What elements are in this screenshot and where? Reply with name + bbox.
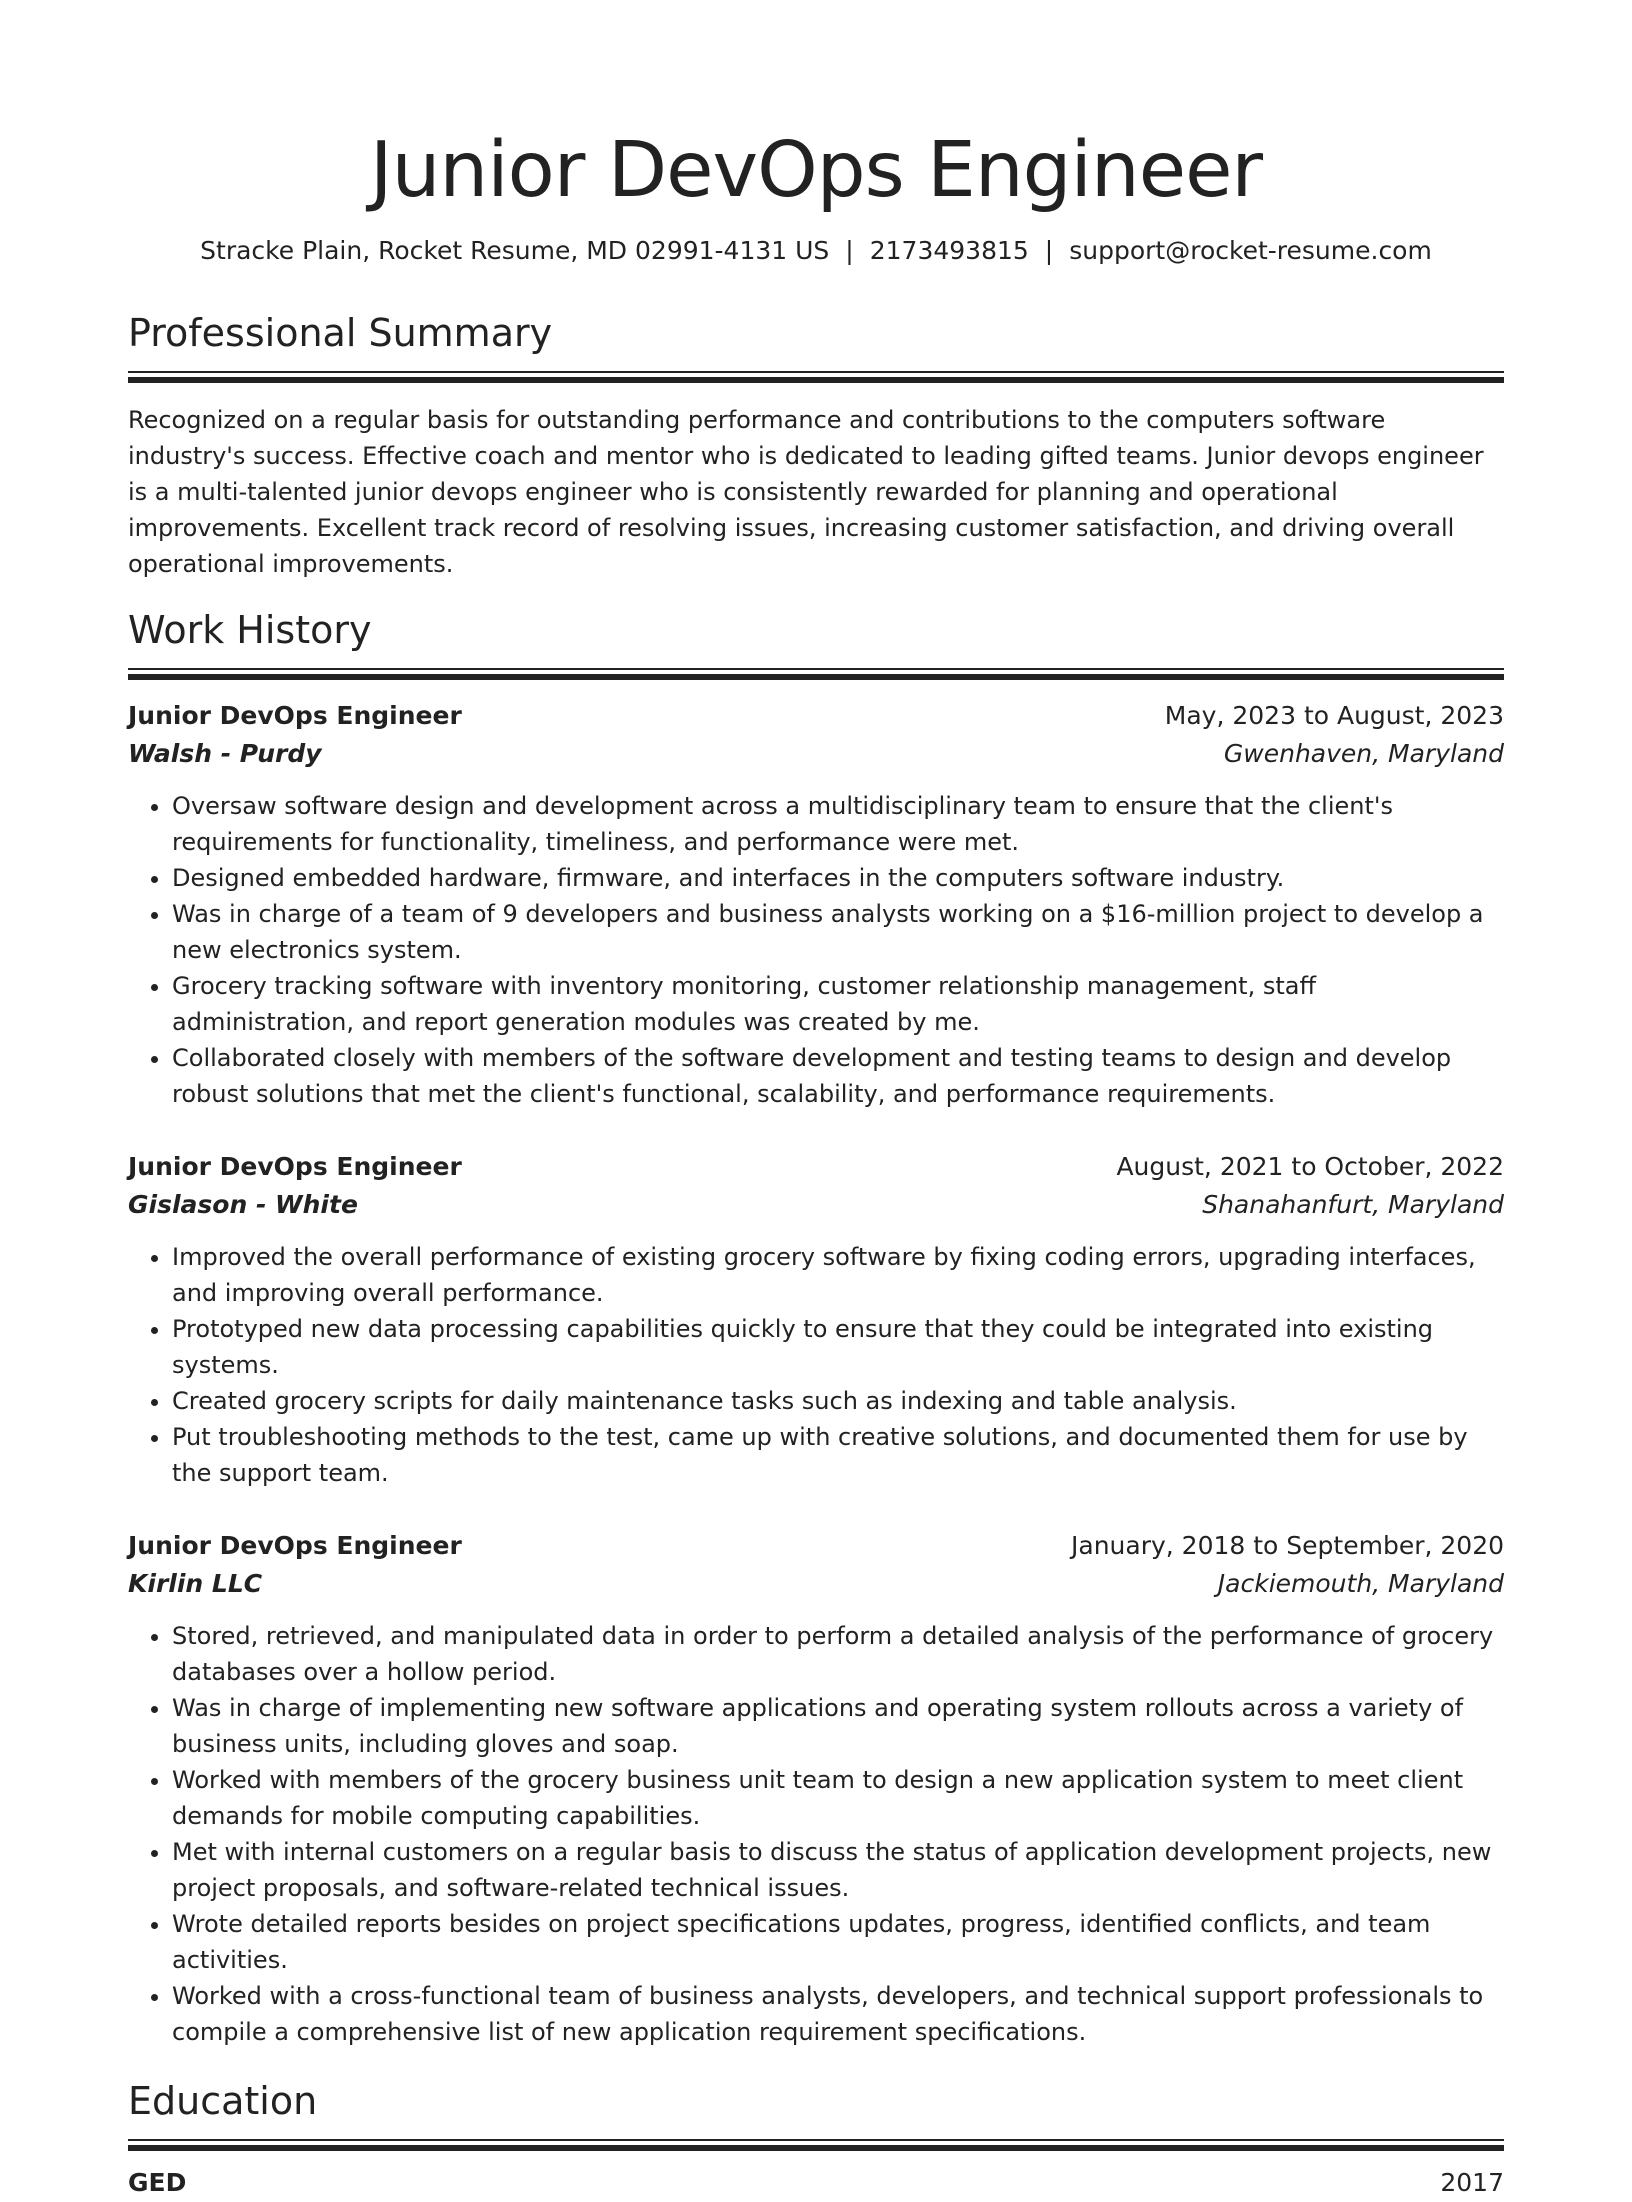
job-subheader-row [128, 735, 1504, 773]
education-year: 2017 [1440, 2168, 1504, 2197]
job-title: Junior DevOps Engineer [128, 1152, 462, 1181]
section-divider [128, 371, 1504, 383]
resume-title: Junior DevOps Engineer [369, 126, 1263, 215]
job-entry [128, 1148, 1504, 1491]
job-subheader-row [128, 1565, 1504, 1603]
job-bullet: • Grocery tracking software with inventory monitoring, customer relationship management, staff administration, and report generation modules was created by me. [172, 968, 1504, 1040]
education-entry [128, 2164, 1504, 2202]
summary-text: Recognized on a regular basis for outstanding performance and contributions to the computers software industry's success. Effective coach and mentor who is dedicated to leading gifted teams. Junior devops engineer is a multi-talented junior devops engineer who is consistently rewarded for planning and operational improvements. Excellent track record of resolving issues, increasing customer satisfaction, and driving overall operational improvements. [128, 406, 1484, 578]
job-dates: August, 2021 to October, 2022 [1116, 1152, 1504, 1181]
job-bullet: • Worked with a cross-functional team of business analysts, developers, and technical support professionals to compile a comprehensive list of new application requirement specifications. [172, 1978, 1504, 2050]
job-header-row [128, 1527, 1504, 1565]
job-entry [128, 1527, 1504, 2050]
job-title: Junior DevOps Engineer [128, 1531, 462, 1560]
job-header-row [128, 1148, 1504, 1186]
job-subheader-row [128, 1186, 1504, 1224]
job-bullet: • Created grocery scripts for daily maintenance tasks such as indexing and table analysis. [172, 1383, 1504, 1419]
contact-line [128, 233, 1504, 269]
job-company: Gislason - White [128, 1190, 358, 1219]
job-location: Shanahanfurt, Maryland [1202, 1190, 1504, 1219]
education-degree: GED [128, 2168, 187, 2197]
job-dates: May, 2023 to August, 2023 [1164, 701, 1504, 730]
job-location: Gwenhaven, Maryland [1223, 739, 1504, 768]
job-bullet: • Wrote detailed reports besides on project specifications updates, progress, identified conflicts, and team activities. [172, 1906, 1504, 1978]
contact-phone: 2173493815 [869, 236, 1029, 265]
contact-separator: | [1044, 236, 1054, 265]
job-bullet: • Worked with members of the grocery business unit team to design a new application system to meet client demands for mobile computing capabilities. [172, 1762, 1504, 1834]
job-bullet: • Prototyped new data processing capabilities quickly to ensure that they could be integrated into existing systems. [172, 1311, 1504, 1383]
job-bullet-list [128, 788, 1504, 1112]
job-bullet: • Oversaw software design and development across a multidisciplinary team to ensure that the client's requirements for functionality, timeliness, and performance were met. [172, 788, 1504, 860]
job-bullet: • Collaborated closely with members of the software development and testing teams to design and develop robust solutions that met the client's functional, scalability, and performance requirements. [172, 1040, 1504, 1112]
section-heading-summary: Professional Summary [128, 311, 553, 355]
section-heading-work-history: Work History [128, 608, 372, 652]
job-entry [128, 697, 1504, 1112]
job-bullet: • Was in charge of a team of 9 developers and business analysts working on a $16-million project to develop a new electronics system. [172, 896, 1504, 968]
job-company: Kirlin LLC [128, 1569, 263, 1598]
job-bullet: • Was in charge of implementing new software applications and operating system rollouts across a variety of business units, including gloves and soap. [172, 1690, 1504, 1762]
job-company: Walsh - Purdy [128, 739, 322, 768]
contact-email: support@rocket-resume.com [1069, 236, 1432, 265]
job-bullet: • Designed embedded hardware, firmware, and interfaces in the computers software industry. [172, 860, 1504, 896]
contact-separator: | [845, 236, 854, 265]
section-divider [128, 668, 1504, 680]
job-title: Junior DevOps Engineer [128, 701, 462, 730]
job-bullet: • Stored, retrieved, and manipulated data in order to perform a detailed analysis of the performance of grocery databases over a hollow period. [172, 1618, 1504, 1690]
job-bullet-list [128, 1239, 1504, 1491]
resume-page [128, 0, 1504, 2202]
job-bullet: • Put troubleshooting methods to the test, came up with creative solutions, and documented them for use by the support team. [172, 1419, 1504, 1491]
job-bullet: • Met with internal customers on a regular basis to discuss the status of application development projects, new project proposals, and software-related technical issues. [172, 1834, 1504, 1906]
job-bullet-list [128, 1618, 1504, 2050]
job-header-row [128, 697, 1504, 735]
contact-address: Stracke Plain, Rocket Resume, MD 02991-4131 US [200, 236, 830, 265]
job-dates: January, 2018 to September, 2020 [1071, 1531, 1504, 1560]
job-bullet: • Improved the overall performance of existing grocery software by fixing coding errors, upgrading interfaces, and improving overall performance. [172, 1239, 1504, 1311]
section-divider [128, 2139, 1504, 2151]
job-location: Jackiemouth, Maryland [1217, 1569, 1504, 1598]
section-heading-education: Education [128, 2079, 318, 2123]
